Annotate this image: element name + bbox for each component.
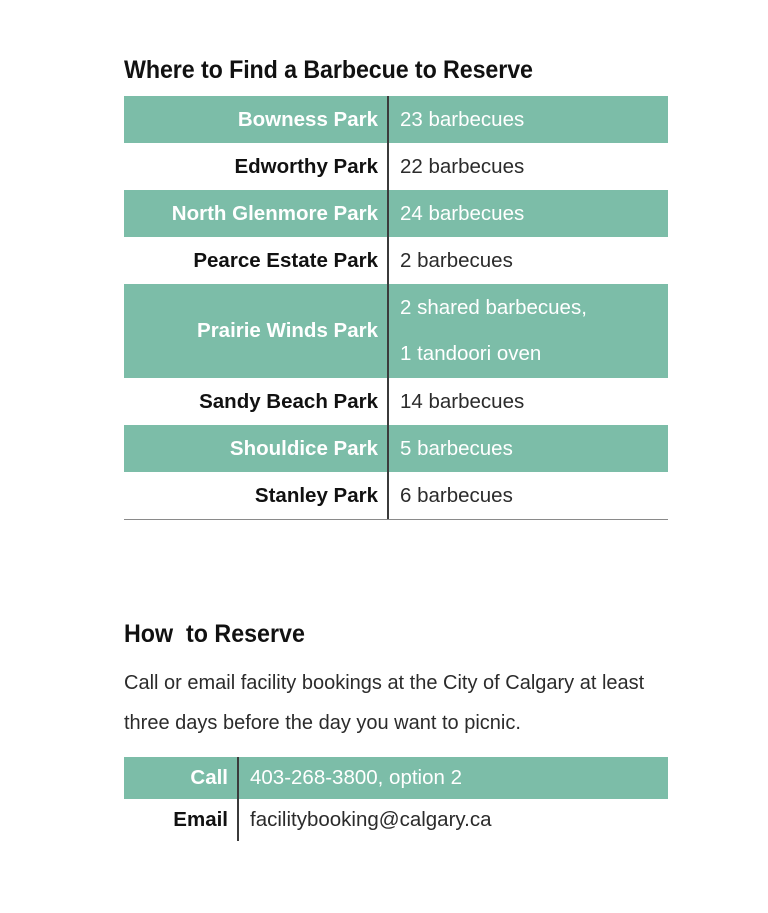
parks-table-body [124, 96, 668, 519]
value-line: 5 barbecues [400, 436, 513, 460]
park-value-cell [388, 472, 668, 519]
value-line: 23 barbecues [400, 107, 525, 131]
park-value-cell [388, 284, 668, 378]
contact-table [124, 757, 668, 841]
contact-label-email: Email [124, 799, 238, 841]
value-line: 2 shared barbecues, [400, 296, 587, 319]
park-name-cell: Edworthy Park [124, 143, 388, 190]
value-line: 2 barbecues [400, 248, 513, 272]
park-name-cell: Stanley Park [124, 472, 388, 519]
reserve-heading: How to Reserve [124, 620, 305, 648]
park-name-cell: Pearce Estate Park [124, 237, 388, 284]
value-line: 24 barbecues [400, 201, 525, 225]
table-row [124, 378, 668, 425]
park-name-cell: North Glenmore Park [124, 190, 388, 237]
parks-section [124, 55, 668, 520]
value-line: 22 barbecues [400, 154, 525, 178]
contact-label-call: Call [124, 757, 238, 799]
value-line: 1 tandoori oven [400, 342, 542, 365]
park-value-cell [388, 425, 668, 472]
park-name-cell: Prairie Winds Park [124, 284, 388, 378]
park-value-cell [388, 143, 668, 190]
park-value-cell [388, 190, 668, 237]
table-row [124, 757, 668, 799]
reserve-instructions: Call or email facility bookings at the City of Calgary at least three days before the day you want to picnic. [124, 672, 645, 734]
park-name-cell: Shouldice Park [124, 425, 388, 472]
contact-table-body [124, 757, 668, 841]
park-name-cell: Sandy Beach Park [124, 378, 388, 425]
park-name-cell: Bowness Park [124, 96, 388, 143]
contact-value-phone[interactable]: 403-268-3800, option 2 [250, 766, 463, 789]
reserve-section [124, 619, 668, 841]
table-row [124, 284, 668, 378]
table-row [124, 425, 668, 472]
table-row [124, 143, 668, 190]
parks-table [124, 96, 668, 519]
park-value-cell [388, 96, 668, 143]
contact-value-email[interactable]: facilitybooking@calgary.ca [250, 808, 492, 831]
table-row [124, 799, 668, 841]
table-row [124, 472, 668, 519]
table-row [124, 190, 668, 237]
park-value-cell [388, 378, 668, 425]
value-line: 14 barbecues [400, 389, 525, 413]
park-value-cell [388, 237, 668, 284]
value-line: 6 barbecues [400, 483, 513, 507]
page-title: Where to Find a Barbecue to Reserve [124, 56, 533, 84]
table-row [124, 96, 668, 143]
table-row [124, 237, 668, 284]
table-bottom-rule [124, 519, 668, 520]
